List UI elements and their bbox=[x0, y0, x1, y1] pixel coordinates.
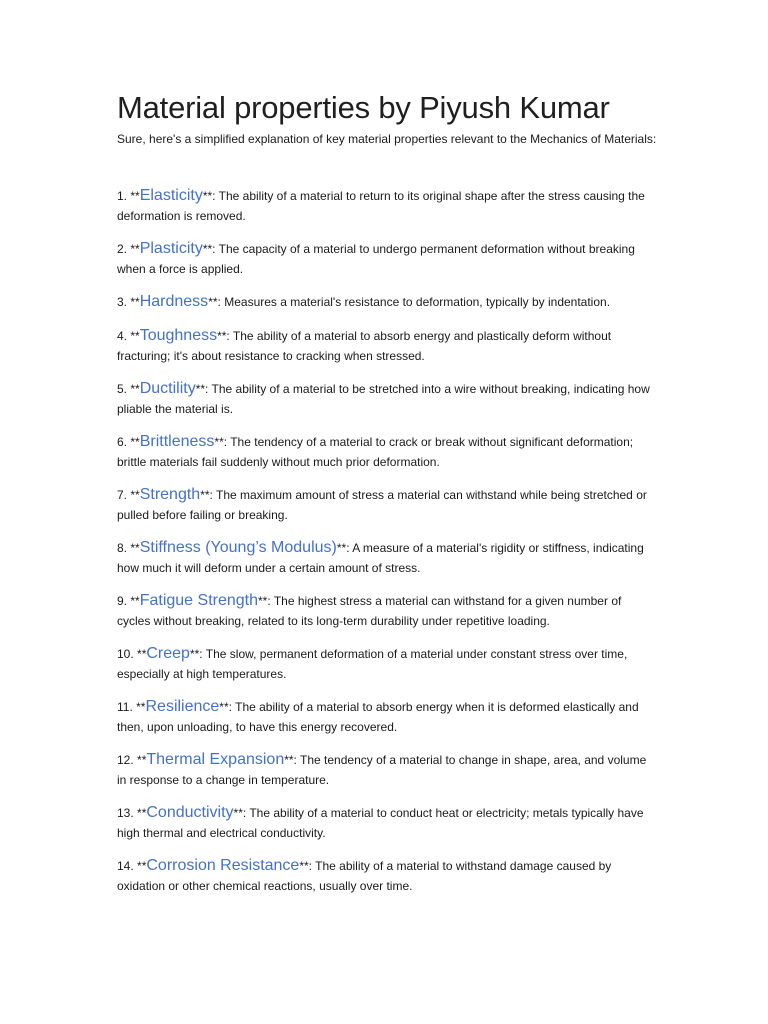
list-item bbox=[117, 591, 657, 631]
bold-marker-open: ** bbox=[130, 295, 140, 309]
bold-marker-open: ** bbox=[137, 647, 147, 661]
bold-marker-open: ** bbox=[130, 189, 140, 203]
property-description: The ability of a material to return to its original shape after the stress causing the deformation is removed. bbox=[117, 189, 645, 223]
property-list bbox=[117, 186, 657, 896]
item-number: 2. bbox=[117, 242, 128, 256]
property-description: The highest stress a material can withstand for a given number of cycles without breaking, related to its long-term durability under repetitive loading. bbox=[117, 594, 622, 628]
property-term: Corrosion Resistance bbox=[146, 857, 300, 874]
property-term: Stiffness (Young’s Modulus) bbox=[139, 539, 337, 556]
bold-marker-close: **: bbox=[258, 594, 271, 608]
item-number: 13. bbox=[117, 806, 134, 820]
property-term: Elasticity bbox=[139, 187, 203, 204]
bold-marker-close: **: bbox=[202, 242, 216, 256]
list-item bbox=[117, 538, 657, 578]
bold-marker-close: **: bbox=[233, 806, 247, 820]
document-title: Material properties by Piyush Kumar bbox=[117, 90, 610, 125]
bold-marker-close: **: bbox=[200, 488, 213, 502]
bold-marker-open: ** bbox=[130, 488, 140, 502]
property-term: Toughness bbox=[139, 327, 218, 344]
item-number: 9. bbox=[117, 594, 128, 608]
bold-marker-open: ** bbox=[130, 329, 140, 343]
item-number: 3. bbox=[117, 295, 128, 309]
list-item bbox=[117, 239, 657, 279]
item-number: 7. bbox=[117, 488, 128, 502]
property-description: The ability of a material to conduct heat or electricity; metals typically have high thermal and electrical conductivity. bbox=[117, 806, 644, 840]
property-term: Fatigue Strength bbox=[139, 592, 258, 609]
property-term: Creep bbox=[146, 645, 190, 662]
property-description: The ability of a material to absorb energy when it is deformed elastically and then, upon unloading, to have this energy recovered. bbox=[117, 700, 639, 734]
property-description: The slow, permanent deformation of a material under constant stress over time, especially at high temperatures. bbox=[117, 647, 628, 681]
list-item bbox=[117, 803, 657, 843]
property-description: A measure of a material's rigidity or stiffness, indicating how much it will deform under a certain amount of stress. bbox=[117, 541, 644, 575]
bold-marker-close: **: bbox=[299, 859, 313, 873]
list-item bbox=[117, 326, 657, 366]
bold-marker-open: ** bbox=[130, 541, 140, 555]
property-term: Thermal Expansion bbox=[146, 751, 285, 768]
item-number: 6. bbox=[117, 435, 128, 449]
bold-marker-close: **: bbox=[219, 700, 232, 714]
item-number: 10. bbox=[117, 647, 134, 661]
bold-marker-open: ** bbox=[137, 859, 147, 873]
bold-marker-open: ** bbox=[130, 382, 140, 396]
intro-paragraph: Sure, here's a simplified explanation of key material properties relevant to the Mechanics of Materials: bbox=[117, 132, 657, 146]
bold-marker-open: ** bbox=[130, 435, 140, 449]
list-item bbox=[117, 432, 657, 472]
property-description: The tendency of a material to change in shape, area, and volume in response to a change in temperature. bbox=[117, 753, 647, 787]
property-term: Ductility bbox=[139, 380, 196, 397]
property-description: The ability of a material to be stretched into a wire without breaking, indicating how pliable the material is. bbox=[117, 382, 650, 416]
property-description: The ability of a material to withstand damage caused by oxidation or other chemical reactions, usually over time. bbox=[117, 859, 612, 893]
document-page bbox=[117, 88, 657, 909]
bold-marker-close: **: bbox=[202, 189, 216, 203]
item-number: 12. bbox=[117, 753, 134, 767]
item-number: 8. bbox=[117, 541, 128, 555]
item-number: 1. bbox=[117, 189, 128, 203]
property-term: Plasticity bbox=[139, 240, 203, 257]
bold-marker-open: ** bbox=[130, 242, 140, 256]
property-description: The ability of a material to absorb energy and plastically deform without fracturing; it's about resistance to cracking when stressed. bbox=[117, 329, 612, 363]
list-item bbox=[117, 186, 657, 226]
bold-marker-open: ** bbox=[137, 753, 147, 767]
bold-marker-close: **: bbox=[208, 295, 221, 309]
property-term: Strength bbox=[139, 486, 201, 503]
property-term: Resilience bbox=[145, 698, 220, 715]
bold-marker-open: ** bbox=[137, 806, 147, 820]
property-term: Conductivity bbox=[146, 804, 234, 821]
bold-marker-open: ** bbox=[130, 594, 140, 608]
bold-marker-open: ** bbox=[136, 700, 146, 714]
bold-marker-close: **: bbox=[217, 329, 230, 343]
property-description: Measures a material's resistance to deformation, typically by indentation. bbox=[224, 295, 611, 309]
item-number: 4. bbox=[117, 329, 128, 343]
item-number: 5. bbox=[117, 382, 128, 396]
item-number: 14. bbox=[117, 859, 134, 873]
bold-marker-close: **: bbox=[195, 382, 209, 396]
property-term: Brittleness bbox=[139, 433, 215, 450]
property-description: The maximum amount of stress a material can withstand while being stretched or pulled before failing or breaking. bbox=[117, 488, 647, 522]
item-number: 11. bbox=[117, 700, 133, 714]
list-item bbox=[117, 750, 657, 790]
list-item bbox=[117, 644, 657, 684]
property-description: The tendency of a material to crack or break without significant deformation; brittle materials fail suddenly without much prior deformation. bbox=[117, 435, 634, 469]
bold-marker-close: **: bbox=[189, 647, 203, 661]
property-description: The capacity of a material to undergo permanent deformation without breaking when a force is applied. bbox=[117, 242, 635, 276]
list-item bbox=[117, 856, 657, 896]
property-term: Hardness bbox=[139, 293, 209, 310]
list-item bbox=[117, 485, 657, 525]
list-item bbox=[117, 697, 657, 737]
bold-marker-close: **: bbox=[336, 541, 350, 555]
bold-marker-close: **: bbox=[284, 753, 297, 767]
list-item bbox=[117, 292, 657, 312]
list-item bbox=[117, 379, 657, 419]
bold-marker-close: **: bbox=[214, 435, 228, 449]
